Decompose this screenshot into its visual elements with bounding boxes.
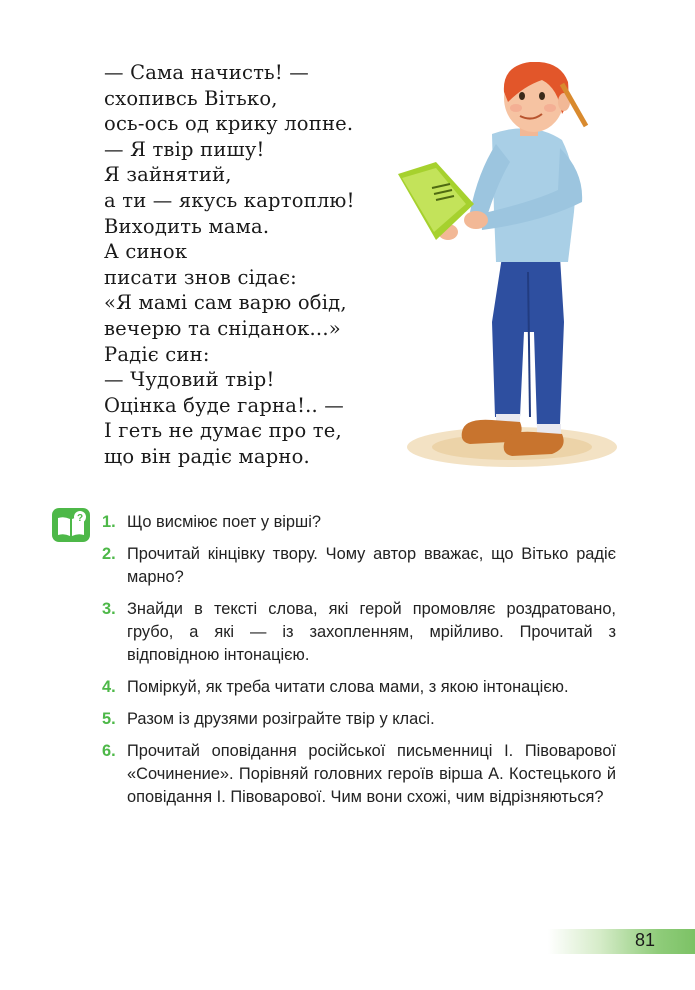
- task-book-icon: [52, 508, 90, 542]
- task-number: 3.: [102, 600, 116, 618]
- poem-line: вечерю та сніданок...»: [104, 316, 341, 340]
- task-item: [102, 676, 616, 699]
- poem-line: А синок: [104, 240, 188, 264]
- task-number: 4.: [102, 678, 116, 696]
- task-item: [102, 598, 616, 667]
- poem-line: що він радіє марно.: [104, 444, 310, 468]
- task-item: [102, 740, 616, 809]
- poem-line: Радіє син:: [104, 342, 210, 366]
- poem-line: «Я мамі сам варю обід,: [104, 291, 347, 315]
- poem-text: [104, 60, 355, 470]
- task-text: Що висміює поет у вірші?: [127, 513, 321, 531]
- poem-line: — Чудовий твір!: [104, 368, 275, 392]
- task-item: [102, 708, 616, 731]
- poem-line: — Сама начисть! —: [104, 61, 310, 84]
- poem-line: — Я твір пишу!: [104, 137, 265, 161]
- poem-line: схопивсь Вітько,: [104, 86, 278, 110]
- poem-line: Я зайнятий,: [104, 163, 232, 187]
- task-number: 2.: [102, 545, 116, 563]
- poem-line: Оцінка буде гарна!.. —: [104, 393, 345, 417]
- task-number: 5.: [102, 710, 116, 728]
- task-text: Знайди в тексті слова, які герой промовляє роздратовано, грубо, а які — із захопленням, мрійливо. Прочитай з відповідною інтонацією.: [127, 600, 616, 664]
- task-list: [102, 511, 616, 818]
- svg-text:?: ?: [76, 513, 84, 524]
- poem-line: І геть не думає про те,: [104, 419, 342, 443]
- task-text: Разом із друзями розіграйте твір у класі.: [127, 710, 435, 728]
- page-number-tab: [548, 929, 695, 954]
- poem-line: писати знов сідає:: [104, 265, 297, 289]
- task-item: [102, 511, 616, 534]
- page-number: 81: [634, 930, 655, 950]
- poem-line: ось-ось од крику лопне.: [104, 112, 354, 136]
- task-item: [102, 543, 616, 589]
- poem-line: а ти — якусь картоплю!: [104, 188, 355, 212]
- task-text: Прочитай оповідання російської письменниці І. Півоварової «Сочинение». Порівняй головних героїв вірша А. Костецького й оповідання І. Півоварової. Чим вони схожі, чим відрізняються?: [127, 742, 616, 806]
- boy-illustration: [392, 62, 624, 482]
- poem-line: Виходить мама.: [104, 214, 270, 238]
- task-number: 1.: [102, 513, 116, 531]
- task-text: Поміркуй, як треба читати слова мами, з якою інтонацією.: [127, 678, 569, 696]
- task-text: Прочитай кінцівку твору. Чому автор вважає, що Вітько радіє марно?: [127, 545, 616, 586]
- task-number: 6.: [102, 742, 116, 760]
